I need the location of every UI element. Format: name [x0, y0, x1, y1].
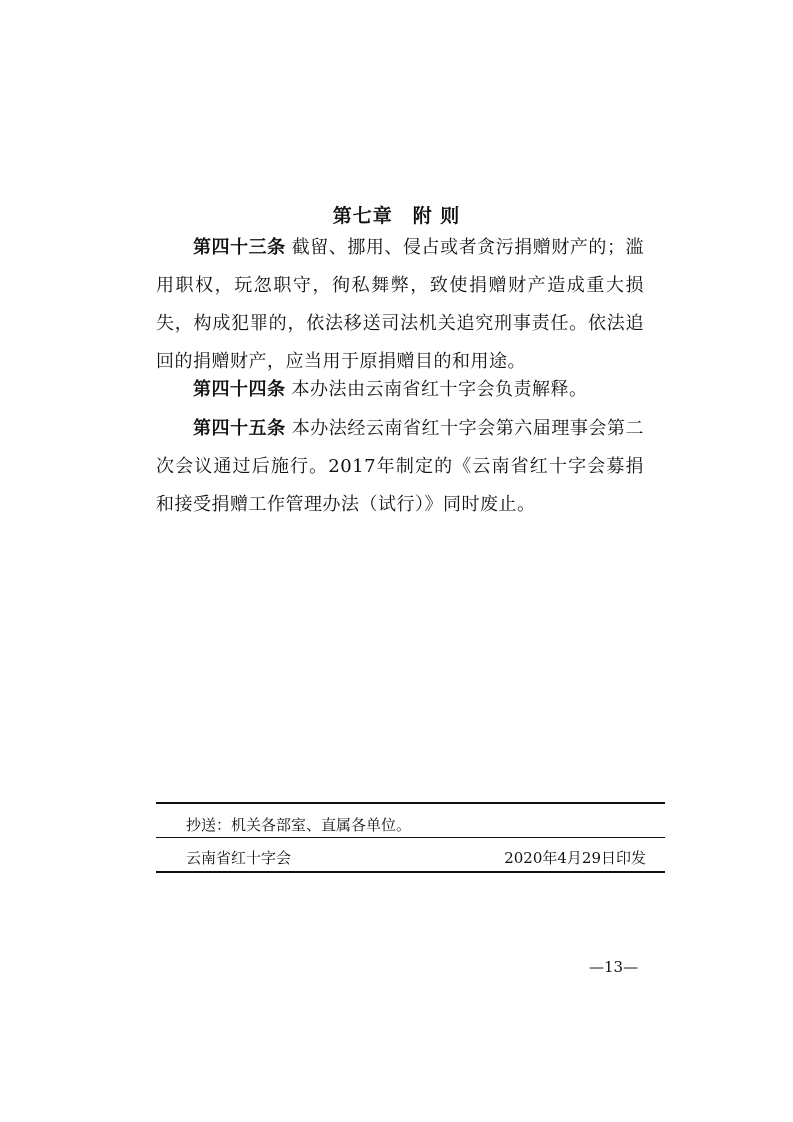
- article-text: 本办法经云南省红十字会第六届理事会第二次会议通过后施行。2017年制定的《云南省红十字会募捐和接受捐赠工作管理办法（试行）》同时废止。: [156, 418, 644, 515]
- article-43: [156, 229, 644, 381]
- article-text: 本办法由云南省红十字会负责解释。: [291, 379, 588, 400]
- chapter-title: 第七章 附 则: [332, 205, 461, 227]
- footer-bottom-rule: [156, 871, 665, 873]
- issue-date: 2020年4月29日印发: [504, 849, 646, 867]
- page-number: —13—: [589, 958, 639, 976]
- article-45: [156, 410, 644, 524]
- cc-list: 抄送：机关各部室、直属各单位。: [186, 816, 412, 834]
- footer-top-rule: [156, 802, 665, 804]
- footer-middle-rule: [156, 837, 665, 838]
- article-number: 第四十三条: [193, 237, 286, 258]
- article-44: [156, 371, 644, 409]
- article-number: 第四十四条: [193, 379, 286, 400]
- issuing-organization: 云南省红十字会: [186, 849, 292, 867]
- article-number: 第四十五条: [193, 418, 286, 439]
- article-text: 截留、挪用、侵占或者贪污捐赠财产的；滥用职权，玩忽职守，徇私舞弊，致使捐赠财产造成重大损失，构成犯罪的，依法移送司法机关追究刑事责任。依法追回的捐赠财产，应当用于原捐赠目的和用途。: [156, 237, 644, 372]
